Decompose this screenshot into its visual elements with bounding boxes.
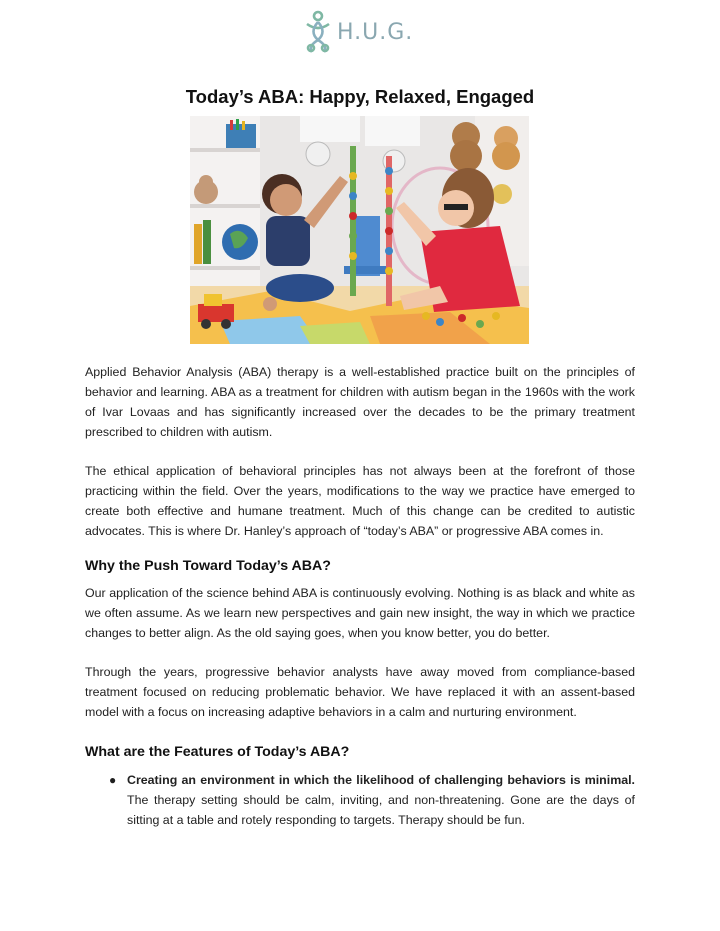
section-heading-features: What are the Features of Today’s ABA? <box>85 744 350 760</box>
hug-figures-icon <box>303 10 333 54</box>
section-heading-why: Why the Push Toward Today’s ABA? <box>85 558 331 574</box>
bullet-bold-text: Creating an environment in which the likelihood of challenging behaviors is minimal. <box>127 773 635 787</box>
section1-paragraph-2: Through the years, progressive behavior analysts have away moved from compliance-based treatment focused on reducing problematic behavior. We have replaced it with an assent-based model with a focus on increasing adaptive behaviors in a calm and nurturing environment. <box>85 665 635 719</box>
section1-paragraph-1: Our application of the science behind ABA is continuously evolving. Nothing is as black and white as we often assume. As we learn new perspectives and gain new insight, the way in which we practice changes to better align. As the old saying goes, when you know better, you do better. <box>85 586 635 640</box>
logo-text: H.U.G. <box>337 19 414 45</box>
page-title: Today’s ABA: Happy, Relaxed, Engaged <box>185 86 535 107</box>
therapy-session-photo <box>190 116 529 344</box>
document-body <box>85 362 635 830</box>
bullet-text: The therapy setting should be calm, inviting, and non-threatening. Gone are the days of sitting at a table and rotely responding to targets. Therapy should be fun. <box>127 793 635 827</box>
list-item <box>85 770 635 830</box>
intro-paragraph-1: Applied Behavior Analysis (ABA) therapy is a well-established practice built on the principles of behavior and learning. ABA as a treatment for children with autism began in the 1960s with the work of Ivar Lovaas and has significantly increased over the decades to be the primary treatment prescribed to children with autism. <box>85 365 635 439</box>
bullet-icon: ● <box>109 773 117 787</box>
intro-paragraph-2: The ethical application of behavioral principles has not always been at the forefront of those practicing within the field. Over the years, modifications to the way we practice have emerged to create both effective and humane treatment. Much of this change can be credited to autistic advocates. This is where Dr. Hanley’s approach of “today’s ABA” or progressive ABA comes in. <box>85 464 635 538</box>
hug-logo <box>303 8 423 56</box>
